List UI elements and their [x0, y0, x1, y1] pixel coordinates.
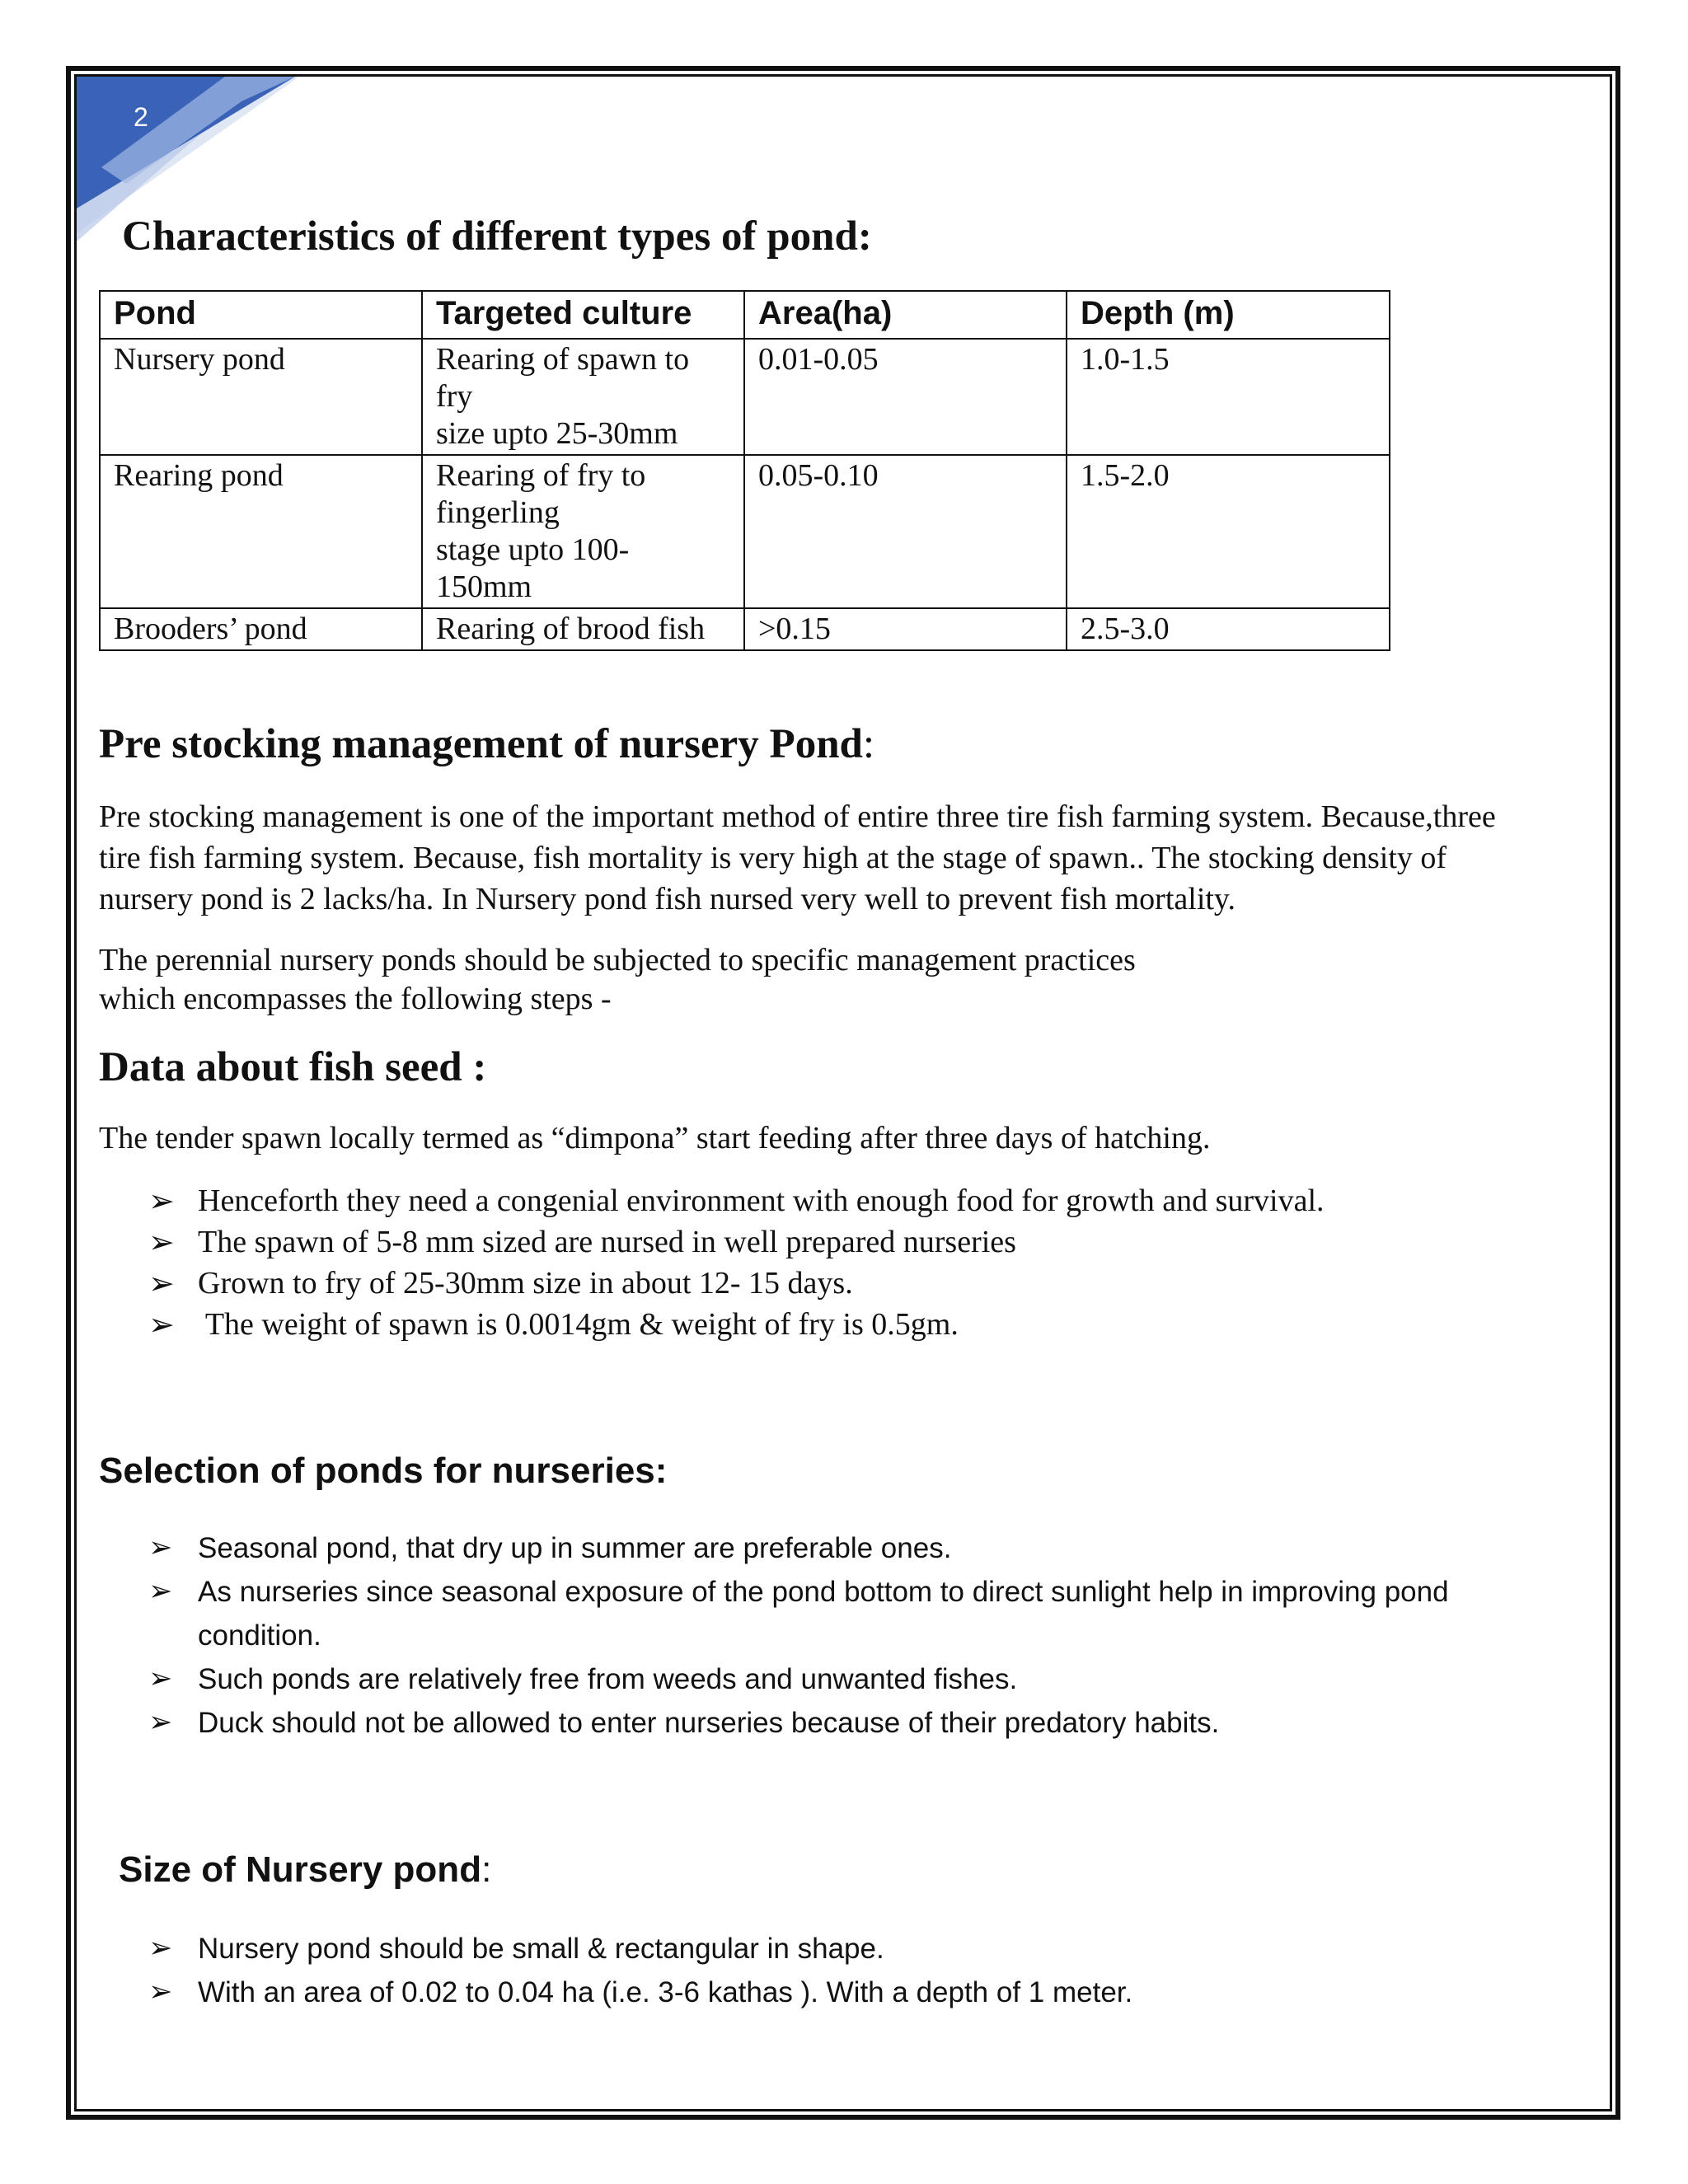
cell-culture-line: size upto 25-30mm — [436, 416, 678, 451]
fish-seed-title: Data about fish seed : — [99, 1044, 487, 1090]
cell-area: 0.05-0.10 — [744, 455, 1067, 608]
list-item — [148, 1221, 1550, 1263]
header-culture: Targeted culture — [422, 291, 744, 339]
list-item-text: Nursery pond should be small & rectangular in shape. — [198, 1933, 884, 1965]
pre-stocking-title-text: Pre stocking management of nursery Pond — [99, 721, 863, 767]
page-number: 2 — [134, 102, 148, 132]
cell-culture — [422, 455, 744, 608]
list-item-text: As nurseries since seasonal exposure of the pond bottom to direct sunlight help in improving pond condition. — [198, 1576, 1449, 1652]
cell-depth: 1.0-1.5 — [1067, 339, 1390, 455]
table-row — [100, 455, 1390, 608]
cell-culture-line: stage upto 100- — [436, 532, 630, 567]
list-item — [148, 1526, 1550, 1570]
header-area: Area(ha) — [744, 291, 1067, 339]
selection-title: Selection of ponds for nurseries: — [99, 1451, 668, 1491]
arrow-bullet-icon: ➢ — [148, 1183, 175, 1219]
list-item-text: Such ponds are relatively free from weeds and unwanted fishes. — [198, 1663, 1018, 1695]
list-item-text: Duck should not be allowed to enter nurseries because of their predatory habits. — [198, 1707, 1220, 1739]
size-title — [119, 1849, 491, 1891]
list-item-text: The weight of spawn is 0.0014gm & weight of fry is 0.5gm. — [198, 1307, 959, 1342]
cell-area: 0.01-0.05 — [744, 339, 1067, 455]
list-item — [148, 1263, 1550, 1304]
cell-culture-line: Rearing of fry to — [436, 458, 646, 493]
arrow-bullet-icon: ➢ — [148, 1531, 173, 1564]
cell-pond: Rearing pond — [100, 455, 422, 608]
fish-seed-list — [148, 1180, 1550, 1345]
arrow-bullet-icon: ➢ — [148, 1932, 173, 1965]
paragraph-line: which encompasses the following steps - — [99, 982, 612, 1016]
cell-culture-line: fry — [436, 379, 473, 414]
paragraph-line: tire fish farming system. Because, fish mortality is very high at the stage of spawn.. The stocking density of — [99, 841, 1447, 875]
selection-list — [148, 1526, 1550, 1745]
size-title-colon: : — [481, 1849, 492, 1890]
cell-culture — [422, 339, 744, 455]
cell-pond: Brooders’ pond — [100, 608, 422, 650]
list-item — [148, 1927, 1550, 1971]
paragraph-line: nursery pond is 2 lacks/ha. In Nursery pond fish nursed very well to prevent fish mortality. — [99, 882, 1236, 916]
cell-culture-line: fingerling — [436, 495, 560, 530]
header-depth: Depth (m) — [1067, 291, 1390, 339]
list-item-text: Grown to fry of 25-30mm size in about 12- 15 days. — [198, 1266, 853, 1301]
list-item — [148, 1657, 1550, 1701]
table-header-row — [100, 291, 1390, 339]
paragraph-line: The perennial nursery ponds should be subjected to specific management practices — [99, 943, 1136, 977]
list-item-text: With an area of 0.02 to 0.04 ha (i.e. 3-6 kathas ). With a depth of 1 meter. — [198, 1976, 1133, 2008]
cell-culture-line: Rearing of spawn to — [436, 342, 690, 377]
pre-stocking-title-colon: : — [862, 721, 875, 767]
table-title: Characteristics of different types of pond: — [122, 213, 872, 260]
list-item-text: Seasonal pond, that dry up in summer are preferable ones. — [198, 1532, 952, 1564]
cell-depth: 2.5-3.0 — [1067, 608, 1390, 650]
arrow-bullet-icon: ➢ — [148, 1575, 173, 1608]
pre-stocking-paragraph-1 — [99, 796, 1582, 920]
cell-area: >0.15 — [744, 608, 1067, 650]
list-item-text: Henceforth they need a congenial environment with enough food for growth and survival. — [198, 1183, 1325, 1218]
list-item — [148, 1971, 1550, 2014]
pond-table — [99, 290, 1390, 651]
list-item — [148, 1180, 1550, 1221]
paragraph-line: Pre stocking management is one of the important method of entire three tire fish farming system. Because,three — [99, 799, 1496, 834]
arrow-bullet-icon: ➢ — [148, 1224, 175, 1260]
list-item — [148, 1570, 1550, 1657]
header-pond: Pond — [100, 291, 422, 339]
table-row — [100, 608, 1390, 650]
list-item — [148, 1701, 1550, 1745]
fish-seed-intro: The tender spawn locally termed as “dimpona” start feeding after three days of hatching. — [99, 1121, 1211, 1155]
arrow-bullet-icon: ➢ — [148, 1706, 173, 1739]
size-list — [148, 1927, 1550, 2014]
list-item-text: The spawn of 5-8 mm sized are nursed in well prepared nurseries — [198, 1225, 1016, 1259]
cell-culture-line: Rearing of brood fish — [436, 612, 706, 646]
arrow-bullet-icon: ➢ — [148, 1662, 173, 1695]
cell-pond: Nursery pond — [100, 339, 422, 455]
cell-culture — [422, 608, 744, 650]
arrow-bullet-icon: ➢ — [148, 1975, 173, 2008]
pre-stocking-paragraph-2 — [99, 941, 1582, 1019]
pre-stocking-title — [99, 720, 874, 768]
list-item — [148, 1304, 1550, 1345]
table-row — [100, 339, 1390, 455]
arrow-bullet-icon: ➢ — [148, 1265, 175, 1301]
cell-depth: 1.5-2.0 — [1067, 455, 1390, 608]
arrow-bullet-icon: ➢ — [148, 1306, 175, 1343]
cell-culture-line: 150mm — [436, 569, 532, 604]
size-title-text: Size of Nursery pond — [119, 1849, 482, 1890]
